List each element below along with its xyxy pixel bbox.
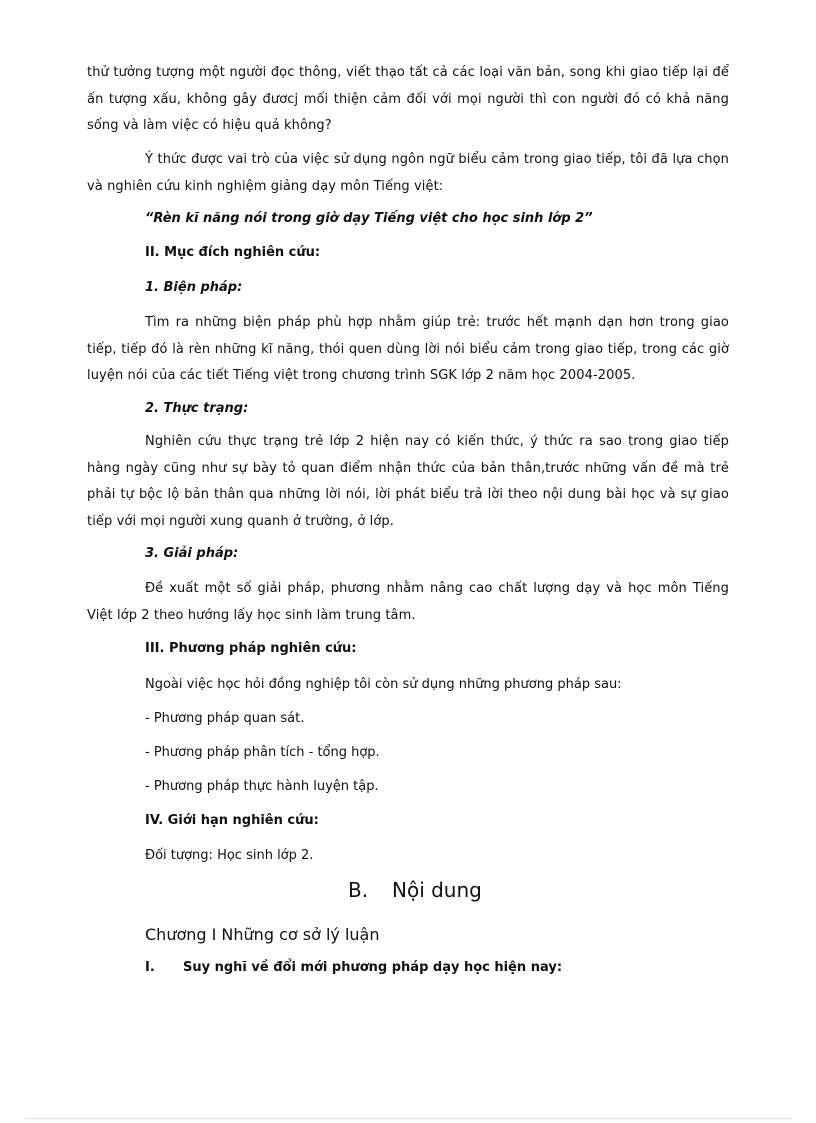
sub3-paragraph: Đề xuất một số giải pháp, phương nhằm nâng cao chất lượng dạy và học môn Tiếng Việt lớp 2 theo hướng lấy học sinh làm trung tâm. (87, 581, 729, 623)
section-ii-heading: II. Mục đích nghiên cứu: (145, 245, 321, 260)
awareness-paragraph: Ý thức được vai trò của việc sử dụng ngôn ngữ biểu cảm trong giao tiếp, tôi đã lựa chọn và nghiên cứu kinh nghiệm giảng dạy môn Tiếng việt: (87, 152, 729, 194)
sub3-heading: 3. Giải pháp: (145, 546, 239, 561)
sub2-heading: 2. Thực trạng: (145, 401, 249, 416)
page-bottom-divider (25, 1118, 791, 1119)
topic-title: “Rèn kĩ năng nói trong giờ dạy Tiếng việt cho học sinh lớp 2” (145, 211, 593, 226)
section-iii-heading: III. Phương pháp nghiên cứu: (145, 641, 357, 656)
section-i-title: Suy nghĩ về đổi mới phương pháp dạy học hiện nay: (183, 960, 563, 975)
part-b-number: B. (348, 878, 369, 902)
subjects-text: Đối tượng: Học sinh lớp 2. (145, 848, 314, 863)
sub2-paragraph: Nghiên cứu thực trạng trẻ lớp 2 hiện nay có kiến thức, ý thức ra sao trong giao tiếp hàng ngày cũng như sự bày tỏ quan điểm nhận thức của bản thân,trước những vấn đề mà trẻ phải tự bộc lộ bản thân qua những lời nói, lời phát biểu trả lời theo nội dung bài học và sự giao tiếp với mọi người xung quanh ở trường, ở lớp. (87, 434, 729, 529)
part-b-heading (348, 878, 482, 902)
part-b-title: Nội dung (392, 878, 482, 902)
chapter-heading: Chương I Những cơ sở lý luận (145, 925, 380, 944)
method-item: - Phương pháp phân tích - tổng hợp. (145, 745, 380, 760)
method-item: - Phương pháp quan sát. (145, 711, 305, 726)
sub1-paragraph: Tìm ra những biện pháp phù hợp nhằm giúp trẻ: trước hết mạnh dạn hơn trong giao tiếp, tiếp đó là rèn những kĩ năng, thói quen dùng lời nói biểu cảm trong giao tiếp, trong các giờ luyện nói của các tiết Tiếng việt trong chương trình SGK lớp 2 năm học 2004-2005. (87, 315, 729, 383)
intro-paragraph: thử tưởng tượng một người đọc thông, viết thạo tất cả các loại văn bản, song khi giao tiếp lại để ấn tượng xấu, không gây đươcj mối thiện cảm đối với mọi người thì con người đó có khả năng sống và làm việc có hiệu quả không? (87, 65, 729, 133)
method-item: - Phương pháp thực hành luyện tập. (145, 779, 379, 794)
section-i-number: I. (145, 960, 155, 975)
methods-intro: Ngoài việc học hỏi đồng nghiệp tôi còn sử dụng những phương pháp sau: (145, 677, 622, 692)
section-i-heading (145, 960, 562, 975)
sub1-heading: 1. Biện pháp: (145, 280, 243, 295)
section-iv-heading: IV. Giới hạn nghiên cứu: (145, 813, 319, 828)
